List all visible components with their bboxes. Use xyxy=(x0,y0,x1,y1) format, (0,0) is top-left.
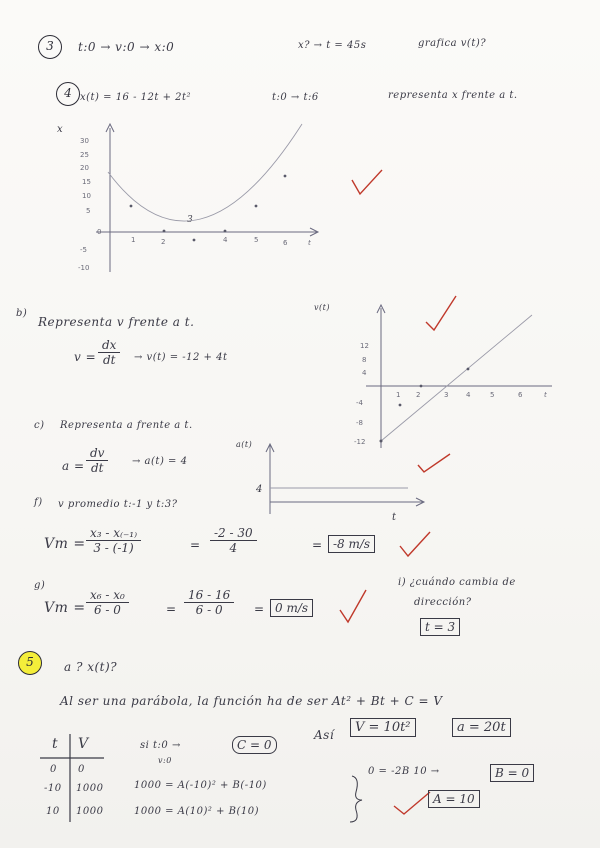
svg-text:8: 8 xyxy=(362,356,367,364)
a-graph-value-label: 4 xyxy=(256,484,263,495)
part-i-question: i) ¿cuándo cambia de xyxy=(398,577,516,588)
equals-g2: = xyxy=(254,602,265,616)
svg-text:25: 25 xyxy=(80,151,89,159)
svg-text:-8: -8 xyxy=(356,419,363,427)
part-f-title: v promedio t:-1 y t:3? xyxy=(58,499,178,510)
vm-lhs-g: Vm = xyxy=(44,600,86,616)
x-graph-vertex-mark: 3 xyxy=(187,215,193,225)
table-row-0-t: 0 xyxy=(50,764,57,775)
svg-text:-4: -4 xyxy=(356,399,363,407)
initial-condition: si t:0 → xyxy=(140,740,181,751)
vm-result-box: -8 m/s xyxy=(328,535,375,553)
table-row-2-t: 10 xyxy=(46,806,60,817)
svg-text:15: 15 xyxy=(82,178,91,186)
system-result: 0 = -2B 10 → xyxy=(368,766,440,777)
dv-numerator: dv xyxy=(86,446,108,461)
table-header-t: t xyxy=(52,736,59,752)
velocity-function-box: V = 10t² xyxy=(350,718,416,737)
svg-text:30: 30 xyxy=(80,137,89,145)
acceleration-function-box: a = 20t xyxy=(452,718,511,737)
vm-result-g-box: 0 m/s xyxy=(270,599,313,617)
f2-denominator: 4 xyxy=(229,541,238,555)
problem-number-5: 5 xyxy=(18,651,42,675)
svg-text:t: t xyxy=(308,239,311,247)
part-c-label: c) xyxy=(34,420,45,431)
c-zero-box: C = 0 xyxy=(232,736,277,754)
table-row-1-t: -10 xyxy=(44,783,62,794)
svg-text:5: 5 xyxy=(86,207,91,215)
svg-text:3: 3 xyxy=(444,391,449,399)
x-axis-title: x xyxy=(57,124,64,135)
acceleration-result: → a(t) = 4 xyxy=(132,456,188,467)
part-i-question-2: dirección? xyxy=(414,597,472,608)
g1-numerator: x₆ - x₀ xyxy=(86,588,129,603)
table-row-2-v: 1000 xyxy=(76,806,104,817)
table-header-v: V xyxy=(78,736,89,752)
asi-label: Así xyxy=(314,728,335,742)
p3-initial-conditions: t:0 → v:0 → x:0 xyxy=(78,40,175,54)
a-graph-label: a(t) xyxy=(236,440,253,449)
v-graph-label: v(t) xyxy=(314,303,330,312)
velocity-result: → v(t) = -12 + 4t xyxy=(134,352,228,363)
p3-graph-question: grafica v(t)? xyxy=(418,38,487,49)
part-g-label: g) xyxy=(34,580,46,591)
svg-text:5: 5 xyxy=(254,236,259,244)
a-graph-axis-t: t xyxy=(392,512,397,523)
equation-t-minus-10: 1000 = A(-10)² + B(-10) xyxy=(134,780,267,791)
dx-numerator: dx xyxy=(98,338,120,353)
direction-change-result: t = 3 xyxy=(420,618,460,636)
svg-text:20: 20 xyxy=(80,164,89,172)
svg-text:-12: -12 xyxy=(354,438,366,446)
svg-text:2: 2 xyxy=(161,238,166,246)
svg-text:5: 5 xyxy=(490,391,495,399)
acceleration-lhs: a = xyxy=(62,459,85,473)
problem-number-3: 3 xyxy=(38,35,62,59)
check-mark-icon xyxy=(394,792,430,814)
equation-t-10: 1000 = A(10)² + B(10) xyxy=(134,806,260,817)
svg-text:2: 2 xyxy=(416,391,421,399)
table-row-1-v: 1000 xyxy=(76,783,104,794)
velocity-lhs: v = xyxy=(74,350,97,364)
svg-text:-10: -10 xyxy=(78,264,90,272)
a-ten-box: A = 10 xyxy=(428,790,480,808)
svg-text:1: 1 xyxy=(396,391,401,399)
part-b-label: b) xyxy=(16,308,28,319)
p5-statement: Al ser una parábola, la función ha de ser At² + Bt + C = V xyxy=(60,694,443,708)
svg-text:6: 6 xyxy=(518,391,523,399)
p5-question: a ? x(t)? xyxy=(64,660,118,674)
vm-lhs-f: Vm = xyxy=(44,536,86,552)
svg-text:1: 1 xyxy=(131,236,136,244)
problem-number-4: 4 xyxy=(56,82,80,106)
part-b-title: Representa v frente a t. xyxy=(38,315,195,329)
svg-text:6: 6 xyxy=(283,239,288,247)
table-row-0-v: 0 xyxy=(78,764,85,775)
f2-numerator: -2 - 30 xyxy=(210,526,257,541)
g2-numerator: 16 - 16 xyxy=(184,588,234,603)
p4-task: representa x frente a t. xyxy=(388,90,518,101)
equals-g1: = xyxy=(166,602,177,616)
equals-f2: = xyxy=(312,538,323,552)
svg-text:t: t xyxy=(544,391,547,399)
part-f-label: f) xyxy=(34,497,43,508)
svg-text:4: 4 xyxy=(223,236,228,244)
g2-denominator: 6 - 0 xyxy=(195,603,223,617)
svg-text:-5: -5 xyxy=(80,246,87,254)
svg-text:10: 10 xyxy=(82,192,91,200)
g1-denominator: 6 - 0 xyxy=(93,603,121,617)
p4-position-equation: x(t) = 16 - 12t + 2t² xyxy=(80,92,192,103)
equals-f1: = xyxy=(190,538,201,552)
p3-question: x? → t = 45s xyxy=(298,40,367,51)
part-c-title: Representa a frente a t. xyxy=(60,420,193,431)
initial-condition-sub: v:0 xyxy=(158,756,172,765)
b-zero-box: B = 0 xyxy=(490,764,534,782)
dt-denominator-c: dt xyxy=(90,461,104,475)
f1-denominator: 3 - (-1) xyxy=(93,541,134,555)
dt-denominator: dt xyxy=(102,353,116,367)
f1-numerator: x₃ - x₍₋₁₎ xyxy=(86,526,141,541)
svg-text:4: 4 xyxy=(466,391,471,399)
p4-time-range: t:0 → t:6 xyxy=(272,92,319,103)
svg-text:4: 4 xyxy=(362,369,367,377)
svg-text:0: 0 xyxy=(97,228,102,236)
svg-text:12: 12 xyxy=(360,342,369,350)
